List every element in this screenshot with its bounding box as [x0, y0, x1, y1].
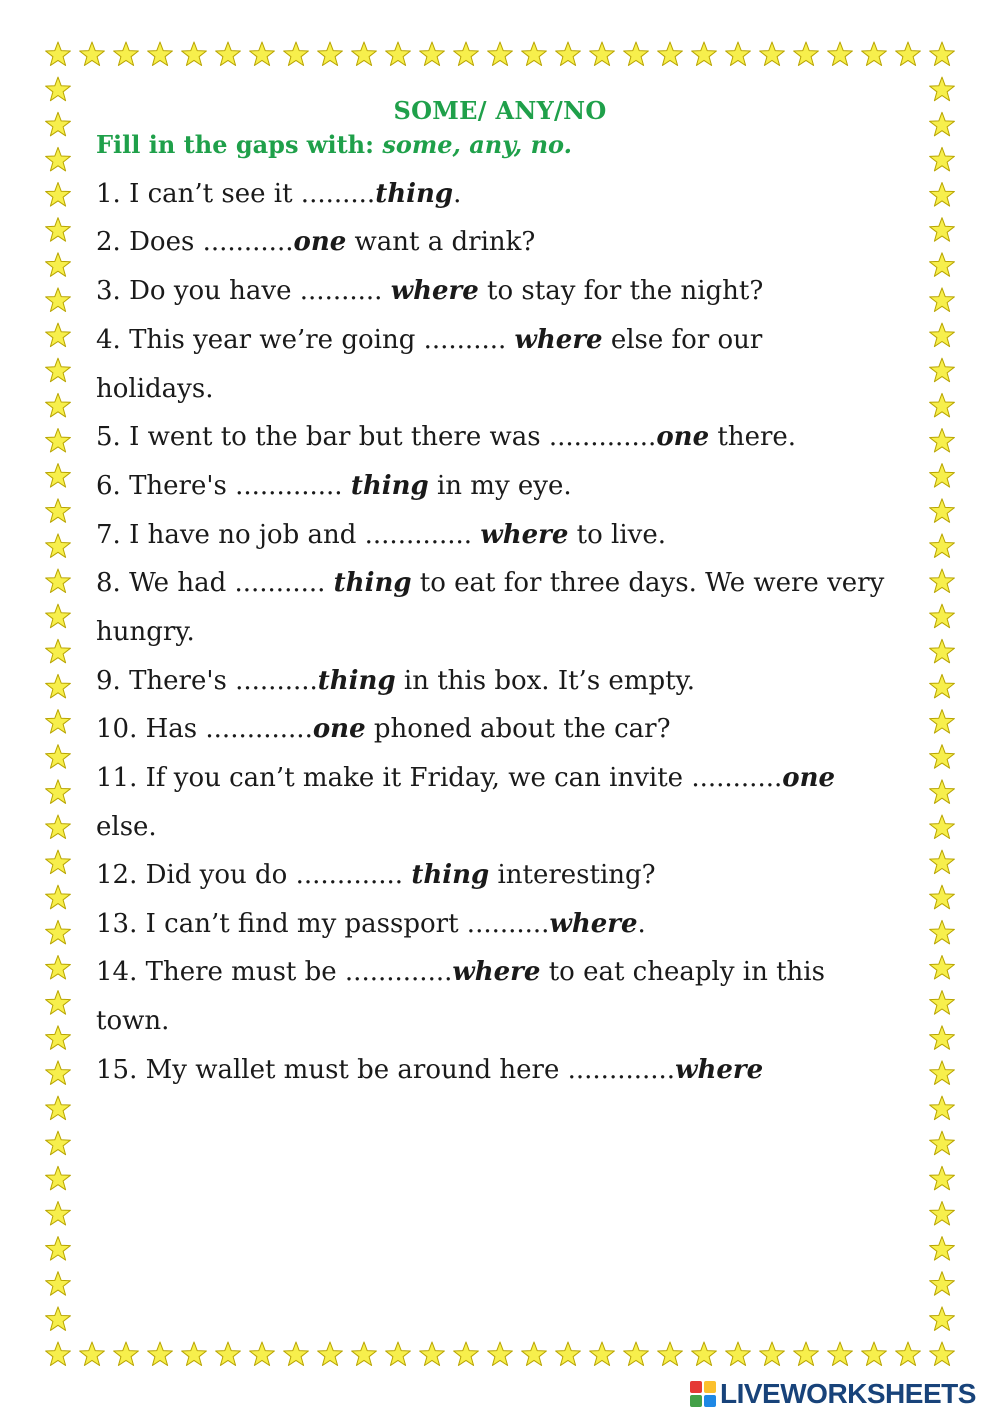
star-icon [454, 1342, 479, 1366]
star-icon [46, 218, 71, 242]
star-icon [930, 1131, 955, 1155]
star-icon [46, 1342, 71, 1366]
star-icon [862, 1342, 887, 1366]
star-icon [46, 499, 71, 523]
star-icon [590, 42, 615, 66]
star-icon [46, 569, 71, 593]
star-icon [760, 1342, 785, 1366]
item-keyword: thing [411, 860, 490, 890]
star-icon [692, 1342, 717, 1366]
item-keyword: where [480, 520, 569, 550]
item-after: to eat cheaply in this town. [96, 957, 825, 1036]
star-icon [930, 815, 955, 839]
star-icon [930, 1237, 955, 1261]
exercise-item-5 [96, 413, 896, 462]
item-text: 5. I went to the bar but there was ............. [96, 422, 657, 452]
star-icon [148, 1342, 173, 1366]
star-icon [794, 1342, 819, 1366]
star-icon [352, 42, 377, 66]
star-icon [930, 1166, 955, 1190]
exercise-item-13 [96, 900, 896, 949]
star-icon [46, 885, 71, 909]
star-icon [420, 1342, 445, 1366]
star-icon [46, 393, 71, 417]
star-icon [46, 1166, 71, 1190]
item-text: 7. I have no job and ............. [96, 520, 481, 550]
star-icon [624, 42, 649, 66]
star-icon [46, 956, 71, 980]
exercise-item-4 [96, 316, 796, 413]
star-icon [46, 674, 71, 698]
item-after: else for our holidays. [96, 325, 763, 404]
star-icon [46, 253, 71, 276]
star-icon [420, 42, 445, 66]
star-icon [80, 42, 105, 66]
item-text: 12. Did you do ............. [96, 860, 412, 890]
star-icon [284, 1342, 309, 1366]
star-icon [930, 920, 955, 944]
item-keyword: thing [317, 666, 396, 696]
star-icon [930, 885, 955, 909]
star-icon [46, 850, 71, 874]
star-icon [726, 1342, 751, 1366]
star-icon [930, 569, 955, 593]
star-icon [692, 42, 717, 66]
star-icon [46, 604, 71, 628]
star-icon [930, 1307, 955, 1331]
item-text: 1. I can’t see it ......... [96, 179, 376, 209]
star-icon [46, 639, 71, 663]
star-icon [930, 780, 955, 804]
star-icon [114, 1342, 139, 1366]
exercise-item-10 [96, 705, 896, 754]
star-icon [930, 534, 955, 558]
item-keyword: where [549, 909, 638, 939]
exercise-item-1 [96, 170, 896, 219]
star-icon [454, 42, 479, 66]
star-icon [46, 780, 71, 804]
star-icon [896, 42, 921, 66]
logo-square [690, 1395, 702, 1407]
star-icon [216, 1342, 241, 1366]
star-icon [46, 710, 71, 734]
exercise-item-14 [96, 948, 886, 1045]
exercise-item-11 [96, 754, 891, 851]
item-after: else. [96, 811, 157, 842]
star-icon [318, 42, 343, 66]
item-keyword: where [675, 1055, 764, 1085]
item-text: 13. I can’t find my passport .......... [96, 909, 550, 939]
item-text: 8. We had ........... [96, 568, 334, 598]
logo-square [704, 1381, 716, 1393]
star-icon [930, 674, 955, 698]
star-icon [930, 393, 955, 417]
star-icon [182, 42, 207, 66]
star-icon [46, 288, 71, 312]
star-icon [930, 745, 955, 769]
star-icon [46, 429, 71, 453]
star-icon [488, 1342, 513, 1366]
item-after: to stay for the night? [478, 276, 764, 306]
item-after: to live. [568, 520, 667, 550]
exercise-item-15 [96, 1046, 896, 1095]
item-after: in this box. It’s empty. [395, 666, 696, 696]
star-icon [488, 42, 513, 66]
star-icon [46, 1026, 71, 1050]
item-text: 15. My wallet must be around here ............. [96, 1055, 676, 1085]
star-icon [930, 1342, 955, 1366]
item-keyword: where [514, 325, 603, 355]
star-icon [930, 499, 955, 523]
item-keyword: one [782, 763, 836, 793]
star-icon [216, 42, 241, 66]
item-keyword: one [312, 714, 366, 744]
star-icon [352, 1342, 377, 1366]
star-icon [46, 183, 71, 207]
exercise-item-3 [96, 267, 896, 316]
item-keyword: thing [350, 471, 429, 501]
worksheet-title: SOME/ ANY/NO [393, 96, 607, 125]
star-icon [828, 1342, 853, 1366]
instruction [96, 130, 572, 159]
exercise-item-7 [96, 511, 896, 560]
item-text: 9. There's .......... [96, 666, 318, 696]
star-icon [318, 1342, 343, 1366]
item-text: 14. There must be ............. [96, 957, 453, 987]
item-text: 4. This year we’re going .......... [96, 325, 515, 355]
star-icon [46, 147, 71, 171]
star-icon [930, 956, 955, 980]
liveworksheets-logo[interactable] [690, 1380, 976, 1408]
exercise-item-9 [96, 657, 896, 706]
item-after: in my eye. [428, 471, 572, 501]
item-keyword: one [293, 227, 347, 257]
star-icon [930, 991, 955, 1015]
star-icon [46, 1272, 71, 1296]
star-icon [658, 1342, 683, 1366]
star-icon [930, 1026, 955, 1050]
star-icon [386, 1342, 411, 1366]
star-icon [46, 1061, 71, 1085]
item-text: 6. There's ............. [96, 471, 351, 501]
star-icon [828, 42, 853, 66]
star-icon [46, 1307, 71, 1331]
star-icon [46, 1096, 71, 1120]
item-after: interesting? [489, 860, 656, 890]
star-icon [522, 1342, 547, 1366]
star-icon [930, 183, 955, 207]
item-after: . [637, 909, 646, 939]
star-icon [250, 42, 275, 66]
star-icon [182, 1342, 207, 1366]
logo-square [704, 1395, 716, 1407]
exercise-item-12 [96, 851, 896, 900]
item-after: there. [709, 422, 797, 452]
star-icon [930, 604, 955, 628]
star-icon [46, 464, 71, 488]
star-icon [148, 42, 173, 66]
star-icon [624, 1342, 649, 1366]
item-text: 11. If you can’t make it Friday, we can invite ........... [96, 763, 783, 793]
star-icon [658, 42, 683, 66]
instruction-words: some, any, no. [382, 130, 572, 159]
star-icon [930, 850, 955, 874]
star-icon [930, 1272, 955, 1296]
exercise-item-8 [96, 559, 886, 656]
star-icon [930, 1096, 955, 1120]
star-icon [862, 42, 887, 66]
star-icon [930, 1061, 955, 1085]
brand-name: LIVEWORKSHEETS [720, 1378, 976, 1409]
star-icon [46, 1237, 71, 1261]
star-icon [930, 358, 955, 382]
star-icon [930, 218, 955, 242]
star-icon [46, 745, 71, 769]
star-icon [46, 42, 71, 66]
star-icon [726, 42, 751, 66]
star-icon [46, 1202, 71, 1226]
item-keyword: one [656, 422, 710, 452]
star-icon [556, 1342, 581, 1366]
star-icon [930, 464, 955, 488]
star-icon [250, 1342, 275, 1366]
star-icon [930, 42, 955, 66]
star-icon [930, 323, 955, 347]
star-icon [930, 639, 955, 663]
item-text: 3. Do you have .......... [96, 276, 391, 306]
star-icon [46, 534, 71, 558]
star-icon [556, 42, 581, 66]
item-keyword: where [452, 957, 541, 987]
star-icon [46, 323, 71, 347]
star-icon [930, 710, 955, 734]
item-after: want a drink? [346, 227, 536, 257]
star-icon [930, 1202, 955, 1226]
star-icon [46, 815, 71, 839]
star-icon [760, 42, 785, 66]
star-icon [386, 42, 411, 66]
star-icon [46, 1131, 71, 1155]
star-icon [930, 288, 955, 312]
liveworksheets-logo-icon [690, 1381, 716, 1407]
star-icon [794, 42, 819, 66]
star-icon [522, 42, 547, 66]
star-icon [46, 991, 71, 1015]
star-icon [930, 429, 955, 453]
exercise-item-2 [96, 218, 896, 267]
star-icon [284, 42, 309, 66]
item-keyword: where [390, 276, 479, 306]
star-icon [46, 920, 71, 944]
item-after: to eat for three days. We were very hungry. [96, 568, 885, 647]
star-icon [114, 42, 139, 66]
item-after: phoned about the car? [365, 714, 671, 744]
star-icon [896, 1342, 921, 1366]
star-icon [46, 358, 71, 382]
star-icon [930, 147, 955, 171]
exercise-item-6 [96, 462, 896, 511]
star-icon [930, 253, 955, 276]
item-text: 2. Does ........... [96, 227, 294, 257]
instruction-prefix: Fill in the gaps with: [96, 130, 383, 159]
item-after: . [453, 179, 462, 209]
item-keyword: thing [375, 179, 454, 209]
star-icon [590, 1342, 615, 1366]
item-keyword: thing [333, 568, 412, 598]
item-text: 10. Has ............. [96, 714, 313, 744]
star-icon [80, 1342, 105, 1366]
logo-square [690, 1381, 702, 1393]
